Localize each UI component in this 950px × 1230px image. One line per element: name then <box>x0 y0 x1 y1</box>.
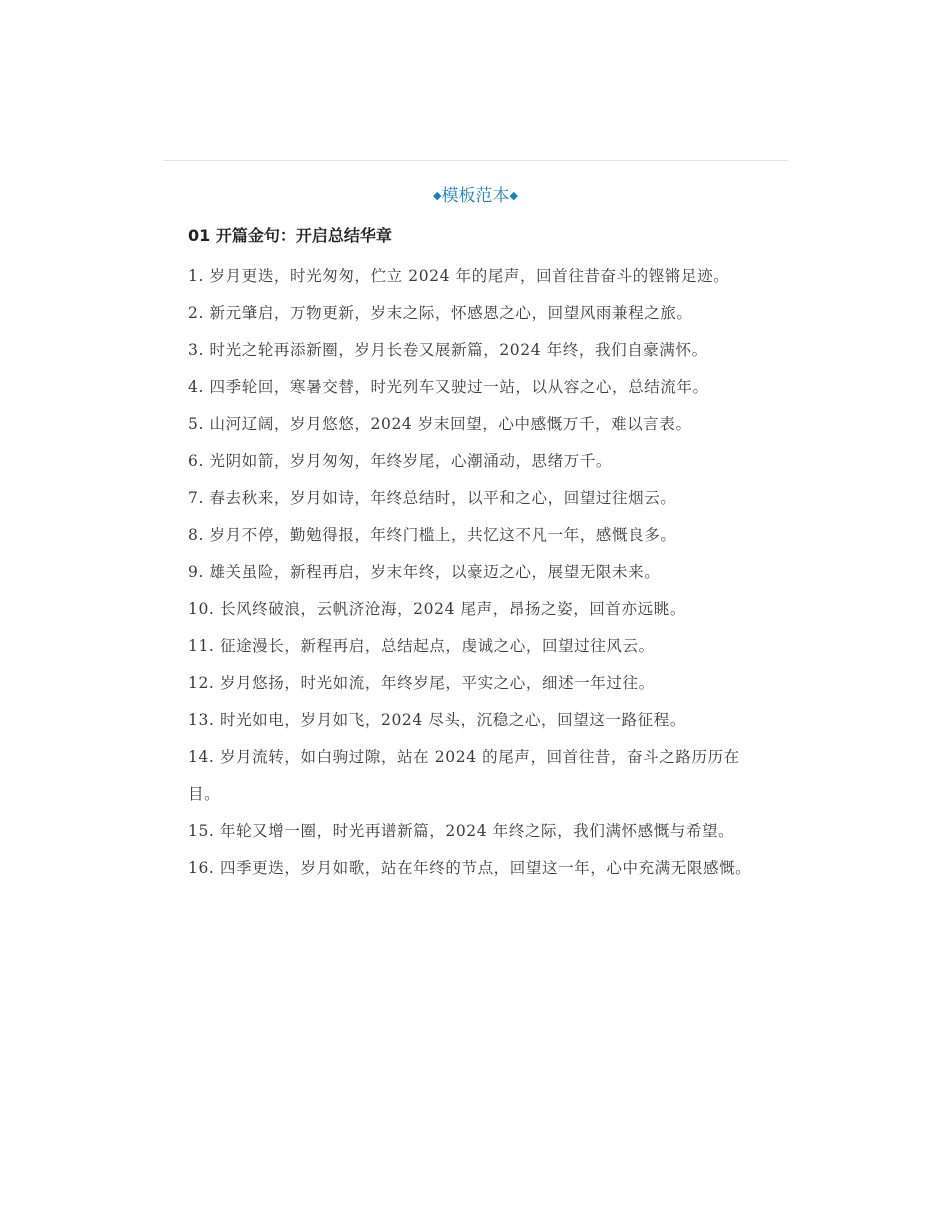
document-body <box>188 222 768 887</box>
list-item: 4. 四季轮回，寒暑交替，时光列车又驶过一站，以从容之心，总结流年。 <box>188 378 709 396</box>
list-item: 7. 春去秋来，岁月如诗，年终总结时，以平和之心，回望过往烟云。 <box>188 489 677 507</box>
list-item: 12. 岁月悠扬，时光如流，年终岁尾，平实之心，细述一年过往。 <box>188 674 655 692</box>
list-item: 15. 年轮又增一圈，时光再谱新篇，2024 年终之际，我们满怀感慨与希望。 <box>188 822 735 840</box>
document-title-text: 模板范本 <box>441 186 510 206</box>
list-item: 10. 长风终破浪，云帆济沧海，2024 尾声，昂扬之姿，回首亦远眺。 <box>188 600 686 618</box>
list-item: 6. 光阴如箭，岁月匆匆，年终岁尾，心潮涌动，思绪万千。 <box>188 452 613 470</box>
list-item: 1. 岁月更迭，时光匆匆，伫立 2024 年的尾声，回首往昔奋斗的铿锵足迹。 <box>188 267 730 285</box>
list-item: 14. 岁月流转，如白驹过隙，站在 2024 的尾声，回首往昔，奋斗之路历历在目。 <box>188 748 740 803</box>
quote-list <box>188 258 768 887</box>
list-item: 11. 征途漫长，新程再启，总结起点，虔诚之心，回望过往风云。 <box>188 637 655 655</box>
diamond-left-icon: ◆ <box>433 189 442 202</box>
list-item: 13. 时光如电，岁月如飞，2024 尽头，沉稳之心，回望这一路征程。 <box>188 711 686 729</box>
section-heading: 01 开篇金句：开启总结华章 <box>188 226 392 245</box>
list-item: 5. 山河辽阔，岁月悠悠，2024 岁末回望，心中感慨万千，难以言表。 <box>188 415 692 433</box>
list-item: 2. 新元肇启，万物更新，岁末之际，怀感恩之心，回望风雨兼程之旅。 <box>188 304 693 322</box>
top-divider <box>163 160 788 161</box>
document-title <box>163 184 788 208</box>
list-item: 9. 雄关虽险，新程再启，岁末年终，以豪迈之心，展望无限未来。 <box>188 563 661 581</box>
list-item: 3. 时光之轮再添新圈，岁月长卷又展新篇，2024 年终，我们自豪满怀。 <box>188 341 708 359</box>
list-item: 8. 岁月不停，勤勉得报，年终门槛上，共忆这不凡一年，感慨良多。 <box>188 526 677 544</box>
diamond-right-icon: ◆ <box>509 189 518 202</box>
list-item: 16. 四季更迭，岁月如歌，站在年终的节点，回望这一年，心中充满无限感慨。 <box>188 859 752 877</box>
